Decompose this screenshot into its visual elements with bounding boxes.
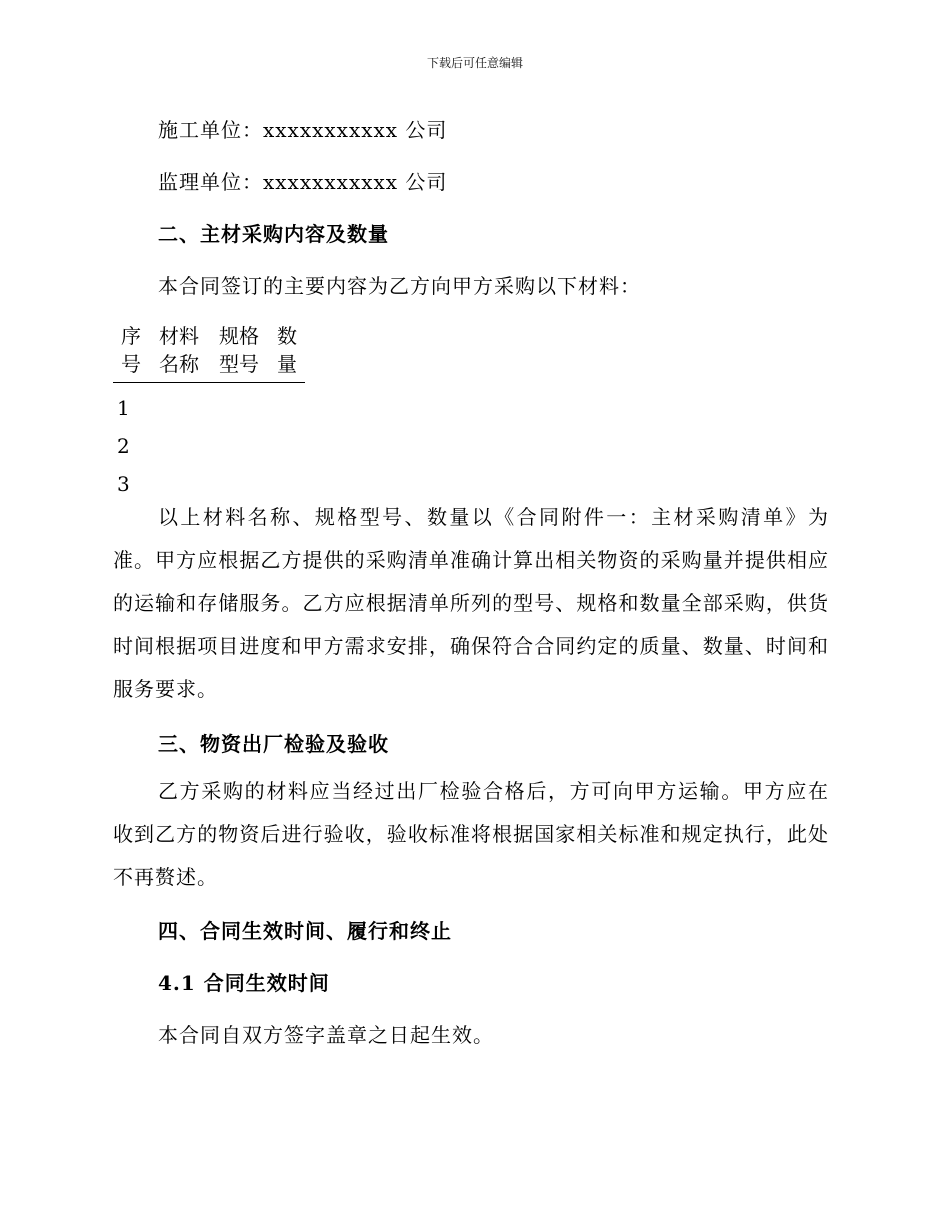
section3-paragraph: 乙方采购的材料应当经过出厂检验合格后，方可向甲方运输。甲方应在收到乙方的物资后进行验收，验收标准将根据国家相关标准和规定执行，此处不再赘述。	[113, 779, 829, 889]
construction-unit-value: xxxxxxxxxxx 公司	[263, 118, 448, 142]
col-header-serial: 序 号	[113, 322, 149, 383]
section2-paragraph: 以上材料名称、规格型号、数量以《合同附件一：主材采购清单》为准。甲方应根据乙方提供的采购清单准确计算出相关物资的采购量并提供相应的运输和存储服务。乙方应根据清单所列的型号、规格和数量全部采购，供货时间根据项目进度和甲方需求安排，确保符合合同约定的质量、数量、时间和服务要求。	[113, 505, 829, 701]
supervision-unit-value: xxxxxxxxxxx 公司	[263, 170, 448, 194]
supervision-unit-label: 监理单位：	[158, 170, 263, 194]
construction-unit-label: 施工单位：	[158, 118, 263, 142]
table-row	[113, 383, 305, 428]
section4-heading: 四、合同生效时间、履行和终止	[158, 919, 452, 943]
page-header-note: 下载后可任意编辑	[426, 56, 523, 70]
section2-heading: 二、主材采购内容及数量	[158, 222, 389, 246]
material-table	[113, 322, 305, 503]
supervision-unit-line	[158, 166, 447, 195]
col-header-quantity: 数 量	[269, 322, 305, 383]
section3-heading: 三、物资出厂检验及验收	[158, 732, 389, 756]
table-row	[113, 427, 305, 465]
section2-intro: 本合同签订的主要内容为乙方向甲方采购以下材料：	[158, 274, 641, 298]
col-header-material-name: 材料 名称	[149, 322, 209, 383]
row-serial: 1	[117, 396, 130, 420]
row-serial: 2	[117, 434, 130, 458]
section4-1-text: 本合同自双方签字盖章之日起生效。	[158, 1023, 494, 1047]
construction-unit-line	[158, 114, 447, 143]
col-header-spec-model: 规格 型号	[209, 322, 269, 383]
section4-1-heading: 4.1 合同生效时间	[158, 971, 330, 995]
material-table-header-row	[113, 322, 305, 383]
row-serial: 3	[117, 472, 130, 496]
